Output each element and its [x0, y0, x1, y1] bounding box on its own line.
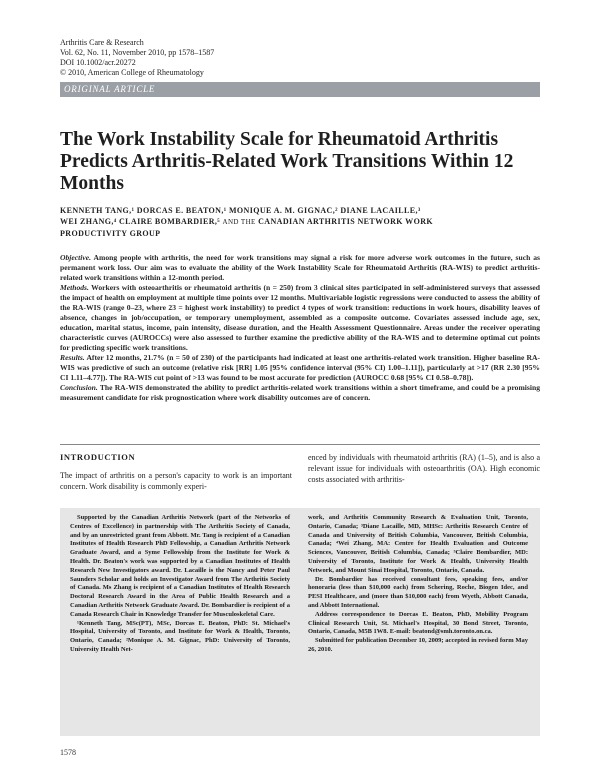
section-divider: [60, 444, 540, 445]
article-type-label: ORIGINAL ARTICLE: [64, 84, 156, 94]
footnote-submission: Submitted for publication December 10, 2009; accepted in revised form May 26, 2010.: [308, 637, 528, 653]
conclusion-label: Conclusion.: [60, 383, 98, 392]
author-line-2b: CANADIAN ARTHRITIS NETWORK WORK: [258, 217, 434, 226]
author-and: AND THE: [222, 218, 256, 226]
page-number: 1578: [60, 748, 76, 757]
methods-text: Workers with osteoarthritis or rheumatoid arthritis (n = 250) from 3 clinical sites participated in self-administered surveys that assessed the impact of health on employment at multiple time points over 12 months. Multivariable logistic regressions were conducted to assess the ability of the RA-WIS (range 0–23, where 23 = highest work instability) to predict 4 types of work transition: reductions in work hours, disability leaves of absence, changes in job/occupation, or temporary unemployment, assembled as a composite outcome. Covariates assessed include age, sex, education, marital status, income, pain intensity, disease duration, and the Health Assessment Questionnaire. Areas under the receiver operating characteristic curves (AUROCCs) were also assessed to further examine the predictive ability of the RA-WIS and to determine optimal cut points for predicting specific work transitions.: [60, 283, 540, 352]
footnote-box: [60, 508, 540, 736]
abstract: [60, 253, 540, 403]
journal-volume: Vol. 62, No. 11, November 2010, pp 1578–1587: [60, 48, 215, 57]
footnote-affiliations-2: work, and Arthritis Community Research & Evaluation Unit, Toronto, Ontario, Canada; ³Diane Lacaille, MD, MHSc: Arthritis Research Centre of Canada and University of British Columbia, Vancouver, British Columbia, Canada; ⁴Wei Zhang, MA: Centre for Health Evaluation and Outcome Sciences, Vancouver, British Columbia, Canada; ⁵Claire Bombardier, MD: University of Toronto, Institute for Work & Health, University Health Network, and Mount Sinai Hospital, Toronto, Ontario, Canada.: [308, 514, 528, 574]
author-list: [60, 205, 540, 239]
journal-copyright: © 2010, American College of Rheumatology: [60, 68, 204, 77]
journal-citation: [60, 38, 360, 78]
author-line-3: PRODUCTIVITY GROUP: [60, 229, 161, 238]
conclusion-text: The RA-WIS demonstrated the ability to predict arthritis-related work transitions within a short timeframe, and could be a promising measurement candidate for risk prognostication where work disability outcomes are of concern.: [60, 383, 540, 402]
objective-label: Objective.: [60, 253, 91, 262]
objective-text: Among people with arthritis, the need for work transitions may signal a risk for more adverse work outcomes in the future, such as permanent work loss. Our aim was to evaluate the ability of the Work Instability Scale for Rheumatoid Arthritis (RA-WIS) to predict arthritis-related work transitions within a 12-month period.: [60, 253, 540, 282]
results-label: Results.: [60, 353, 85, 362]
results-text: After 12 months, 21.7% (n = 50 of 230) of the participants had indicated at least one arthritis-related work transition. Higher baseline RA-WIS was predictive of such an outcome (relative risk [RR] 1.05 [95% confidence interval (95% CI) 1.00–1.11]), particularly at >17 (RR 2.30 [95% CI 1.11–4.77]). The RA-WIS cut point of >13 was found to be most accurate for prediction (AUROCC 0.68 [95% CI 0.58–0.78]).: [60, 353, 540, 382]
footnote-disclosures: Dr. Bombardier has received consultant fees, speaking fees, and/or honoraria (less than $10,000 each) from Schering, Roche, Biogen Idec, and PESI Healthcare, and (more than $10,000 each) from Wyeth, Abbott Canada, and Abbott International.: [308, 575, 528, 609]
author-line-2: [60, 216, 540, 228]
author-line-1: KENNETH TANG,¹ DORCAS E. BEATON,¹ MONIQUE A. M. GIGNAC,² DIANE LACAILLE,³: [60, 206, 421, 215]
introduction-heading: INTRODUCTION: [60, 452, 136, 462]
abstract-conclusion: [60, 383, 540, 403]
methods-label: Methods.: [60, 283, 89, 292]
introduction-text-left: The impact of arthritis on a person's capacity to work is an important concern. Work disability is commonly experi-: [60, 471, 292, 491]
footnote-column-right: [308, 514, 528, 655]
abstract-results: [60, 353, 540, 383]
article-title: The Work Instability Scale for Rheumatoid Arthritis Predicts Arthritis-Related Work Transitions Within 12 Months: [60, 129, 514, 194]
abstract-objective: [60, 253, 540, 283]
footnote-correspondence: Address correspondence to Dorcas E. Beaton, PhD, Mobility Program Clinical Research Unit, St. Michael's Hospital, 30 Bond Street, Toronto, Ontario, Canada, M5B 1W8. E-mail: beatond@smh.toronto.on.ca.: [308, 610, 528, 636]
footnote-funding: Supported by the Canadian Arthritis Network (part of the Networks of Centres of Excellence) in partnership with The Arthritis Society of Canada, and by an unrestricted grant from Abbott. Mr. Tang is recipient of a Canadian Institutes of Health Research PhD Fellowship, a Canadian Arthritis Network Graduate Award, and a Syme Fellowship from the Institute for Work & Health. Dr. Beaton's work was supported by a Canadian Institutes of Health Research New Investigators award. Dr. Lacaille is the Nancy and Peter Paul Saunders Scholar and holds an Investigator Award from The Arthritis Society of Canada. Ms Zhang is recipient of a Canadian Institutes of Health Research Doctoral Research Award in the Area of Public Health Research and a Canadian Arthritis Network Graduate Award. Dr. Bombardier is recipient of a Canada Research Chair in Knowledge Transfer for Musculoskeletal Care.: [70, 514, 290, 618]
author-line-2a: WEI ZHANG,⁴ CLAIRE BOMBARDIER,⁵: [60, 217, 221, 226]
introduction-text-right: enced by individuals with rheumatoid arthritis (RA) (1–5), and is also a relevant issue for individuals with osteoarthritis (OA). High economic costs associated with arthritis-: [308, 453, 540, 484]
journal-name: Arthritis Care & Research: [60, 38, 144, 47]
footnote-column-left: [70, 514, 290, 655]
article-type-banner: [60, 82, 540, 97]
journal-doi: DOI 10.1002/acr.20272: [60, 58, 136, 67]
footnote-affiliations-1: ¹Kenneth Tang, MSc(PT), MSc, Dorcas E. Beaton, PhD: St. Michael's Hospital, University of Toronto, and Institute for Work & Health, Toronto, Ontario, Canada; ²Monique A. M. Gignac, PhD: University of Toronto, University Health Net-: [70, 619, 290, 653]
abstract-methods: [60, 283, 540, 353]
